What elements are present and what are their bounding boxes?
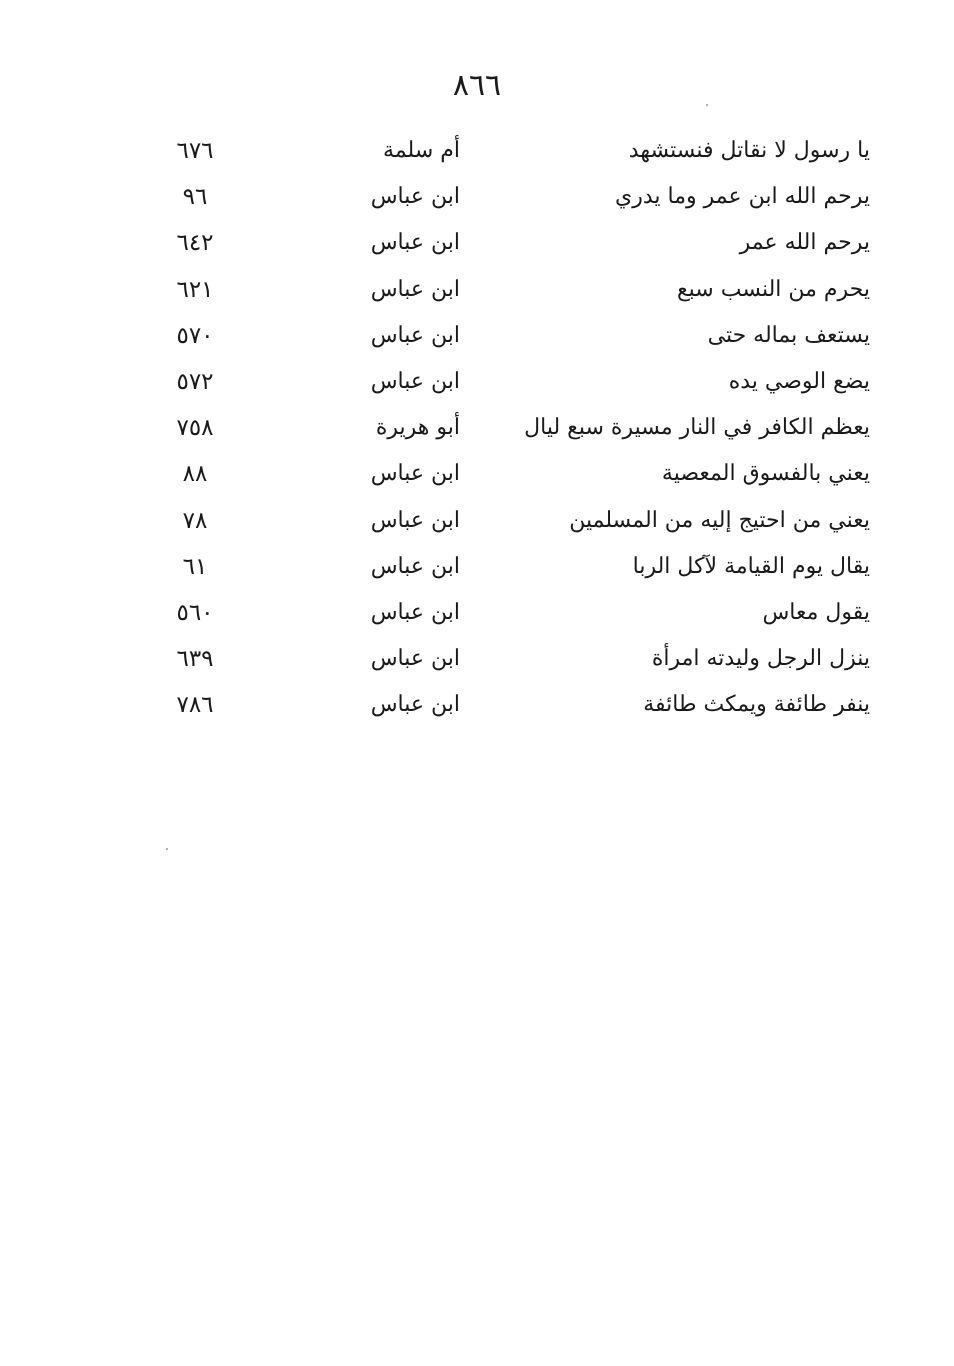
index-row [150, 684, 870, 730]
hadith-phrase: يحرم من النسب سبع [676, 276, 870, 302]
page-reference: ٧٨ [182, 507, 208, 534]
hadith-phrase: يقول معاس [762, 599, 870, 625]
page-reference: ٨٨ [182, 461, 208, 488]
narrator-name: ابن عباس [370, 322, 460, 348]
index-row [150, 453, 870, 499]
hadith-index-table [150, 130, 870, 730]
scan-speck [166, 848, 168, 850]
hadith-phrase: ينفر طائفة ويمكث طائفة [643, 692, 870, 718]
narrator-name: أبو هريرة [375, 415, 460, 441]
page-reference: ٦٢١ [176, 276, 214, 303]
narrator-name: ابن عباس [370, 599, 460, 625]
hadith-phrase: يعظم الكافر في النار مسيرة سبع ليال [524, 415, 870, 441]
hadith-phrase: يضع الوصي يده [728, 368, 870, 394]
narrator-name: ابن عباس [370, 184, 460, 210]
narrator-name: ابن عباس [370, 553, 460, 579]
index-row [150, 222, 870, 268]
narrator-name: ابن عباس [370, 230, 460, 256]
index-row [150, 500, 870, 546]
page-reference: ٦٧٦ [176, 138, 214, 164]
index-row [150, 130, 870, 176]
index-row [150, 592, 870, 638]
index-row [150, 176, 870, 222]
index-row [150, 269, 870, 315]
narrator-name: ابن عباس [370, 507, 460, 533]
page-reference: ٦١ [182, 553, 208, 580]
index-row [150, 407, 870, 453]
hadith-phrase: ينزل الرجل وليدته امرأة [651, 646, 870, 672]
narrator-name: أم سلمة [383, 138, 460, 163]
hadith-phrase: يعني من احتيج إليه من المسلمين [569, 507, 870, 533]
hadith-phrase: يقال يوم القيامة لآكل الربا [632, 553, 870, 579]
page-reference: ٩٦ [182, 184, 208, 211]
narrator-name: ابن عباس [370, 368, 460, 394]
hadith-phrase: يرحم الله ابن عمر وما يدري [615, 184, 870, 210]
narrator-name: ابن عباس [370, 646, 460, 672]
index-row [150, 361, 870, 407]
scan-speck [706, 104, 708, 106]
hadith-phrase: يرحم الله عمر [739, 230, 870, 256]
page-reference: ٧٥٨ [176, 415, 214, 442]
page-reference: ٥٦٠ [176, 599, 214, 626]
page-reference: ٥٧٠ [176, 322, 214, 349]
narrator-name: ابن عباس [370, 461, 460, 487]
hadith-phrase: يستعف بماله حتى [707, 322, 870, 348]
page-number: ٨٦٦ [452, 68, 502, 103]
narrator-name: ابن عباس [370, 692, 460, 718]
page-reference: ٦٤٢ [176, 230, 214, 257]
page-reference: ٧٨٦ [176, 692, 214, 719]
narrator-name: ابن عباس [370, 276, 460, 302]
hadith-phrase: يا رسول لا نقاتل فنستشهد [628, 138, 870, 163]
index-row [150, 638, 870, 684]
page-reference: ٦٣٩ [176, 646, 214, 673]
hadith-phrase: يعني بالفسوق المعصية [661, 461, 870, 487]
page-reference: ٥٧٢ [176, 368, 214, 395]
index-row [150, 546, 870, 592]
index-row [150, 315, 870, 361]
